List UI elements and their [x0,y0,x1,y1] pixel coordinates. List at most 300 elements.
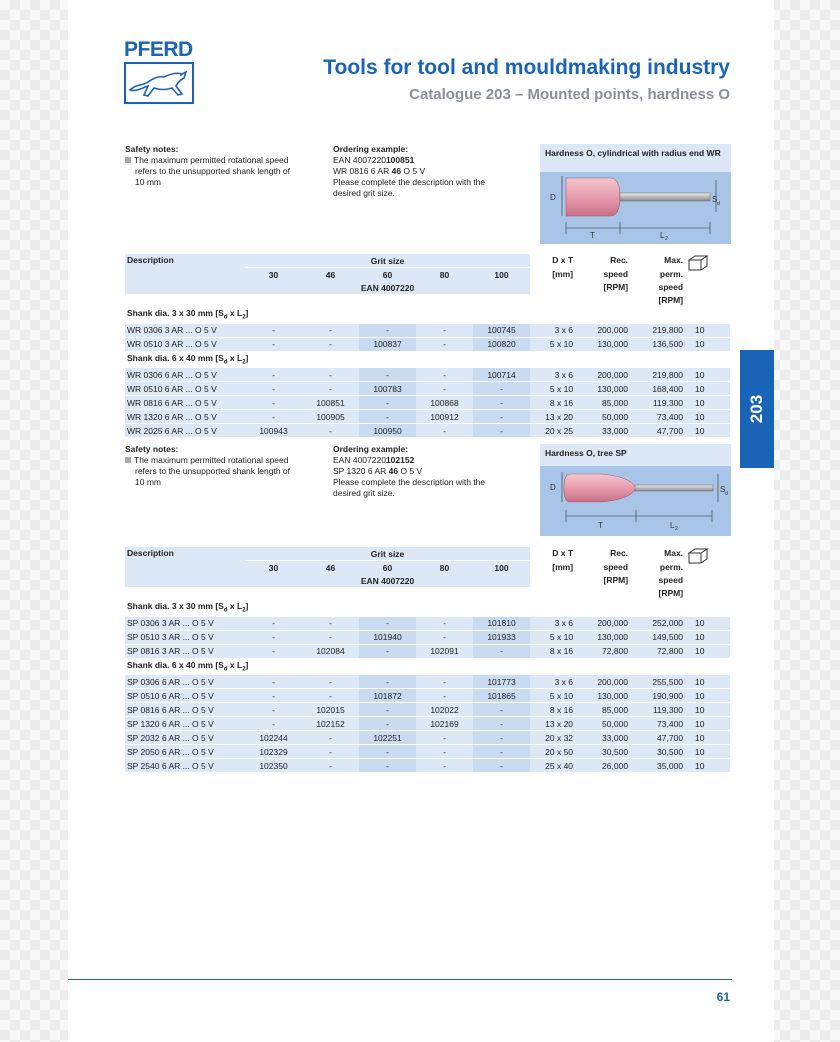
cell-g30: - [245,689,302,703]
safety-note-line: 10 mm [135,177,161,187]
cell-max: 149,500 [630,630,685,644]
cell-qty: 10 [685,717,730,731]
cell-dxt: 8 x 16 [530,396,575,410]
col-rec: Rec. [575,254,630,268]
shank-label-part: d [223,666,228,673]
cell-max: 255,500 [630,675,685,689]
cell-qty: 10 [685,675,730,689]
shank-label-part: Shank dia. 3 x 30 mm [S [127,601,224,611]
cell-g46: - [302,368,359,382]
chapter-tab-label: 203 [747,394,766,424]
shank-label-part: Shank dia. 6 x 40 mm [S [127,352,224,363]
shank-label-part: x L [227,352,243,363]
cell-dxt: 13 x 20 [530,410,575,424]
packing-box-icon [685,254,730,294]
cell-qty: 10 [685,731,730,745]
cell-rec: 200,000 [575,324,630,338]
col-mm: [mm] [530,561,575,575]
table-row [125,324,730,338]
col-grit-60: 60 [359,561,416,575]
shank-label-part: d [223,359,228,366]
col-rec: Rec. [575,547,630,561]
cell-desc: SP 1320 6 AR ... O 5 V [125,717,245,731]
label-s-sub: d [725,491,728,497]
cell-desc: SP 2032 6 AR ... O 5 V [125,731,245,745]
ordering-desc-post: O 5 V [401,166,426,176]
table-row [125,759,730,773]
col-perm: perm. [630,268,685,282]
cell-g100: - [473,745,530,759]
shank-label-part: ] [245,352,249,363]
cell-qty: 10 [685,410,730,424]
cell-g100: - [473,644,530,658]
cylindrical-point-illustration [540,172,731,244]
cell-g80: - [416,424,473,438]
cell-rec: 72,800 [575,644,630,658]
safety-note-line: refers to the unsupported shank length of [135,166,290,176]
cell-g100: 101933 [473,630,530,644]
safety-note-line: The maximum permitted rotational speed [134,455,289,465]
cell-desc: SP 0510 3 AR ... O 5 V [125,630,245,644]
cell-g80: 102091 [416,644,473,658]
cell-max: 136,500 [630,337,685,351]
col-grit-80: 80 [416,561,473,575]
cell-rec: 30,500 [575,745,630,759]
ordering-example-title: Ordering example: [333,144,409,154]
cell-g80: - [416,337,473,351]
shank-group-label [125,351,730,368]
cell-max: 47,700 [630,424,685,438]
shank-group-label [125,600,730,617]
cell-desc: WR 0510 6 AR ... O 5 V [125,382,245,396]
table-row [125,731,730,745]
cell-g100: - [473,382,530,396]
col-ean: EAN 4007220 [245,574,530,587]
cell-g30: - [245,382,302,396]
cell-dxt: 13 x 20 [530,717,575,731]
cell-desc: WR 2025 6 AR ... O 5 V [125,424,245,438]
table-header-row [125,587,730,600]
cell-g60: 101872 [359,689,416,703]
cell-rec: 26,000 [575,759,630,773]
shank-label-part: x L [227,659,243,670]
cell-g100: - [473,424,530,438]
cell-g80: - [416,368,473,382]
cell-g46: 102152 [302,717,359,731]
cell-g60: - [359,410,416,424]
cell-g30: - [245,410,302,424]
cell-desc: SP 0306 3 AR ... O 5 V [125,617,245,631]
table-row [125,382,730,396]
cell-dxt: 5 x 10 [530,689,575,703]
cell-rec: 130,000 [575,382,630,396]
col-rpm: [RPM] [575,281,630,294]
ordering-note-line: Please complete the description with the [333,177,486,187]
col-max-speed: speed [630,281,685,294]
cell-max: 190,900 [630,689,685,703]
ordering-desc-grit: 46 [391,166,402,176]
cell-g80: 102169 [416,717,473,731]
cell-g60: - [359,675,416,689]
label-t: T [598,521,603,530]
col-grit-60: 60 [359,268,416,282]
cell-g46: 100851 [302,396,359,410]
cell-g80: - [416,689,473,703]
cell-g30: - [245,675,302,689]
cell-g30: - [245,703,302,717]
cell-dxt: 5 x 10 [530,382,575,396]
col-perm: perm. [630,561,685,575]
cell-rec: 33,000 [575,731,630,745]
col-grit-46: 46 [302,561,359,575]
col-grit-30: 30 [245,561,302,575]
ordering-ean-number: 100851 [385,155,415,165]
cell-g100: - [473,731,530,745]
cell-g30: - [245,644,302,658]
catalogue-page [68,0,774,1042]
cell-qty: 10 [685,689,730,703]
footer-divider [68,979,732,980]
product-diagram-sp [540,444,731,536]
cell-g80: - [416,630,473,644]
label-l: L [670,521,675,530]
cell-g80: - [416,759,473,773]
cell-g80: 102022 [416,703,473,717]
table-row [125,675,730,689]
cell-g46: - [302,731,359,745]
cell-g46: - [302,617,359,631]
cell-desc: WR 0510 3 AR ... O 5 V [125,337,245,351]
cell-qty: 10 [685,759,730,773]
label-l: L [660,231,665,240]
cell-qty: 10 [685,745,730,759]
cell-rec: 130,000 [575,689,630,703]
cell-g80: - [416,731,473,745]
col-speed: speed [575,561,630,575]
table-header-row [125,547,730,561]
cell-g60: - [359,745,416,759]
cell-g100: - [473,410,530,424]
cell-rec: 85,000 [575,396,630,410]
cell-dxt: 8 x 16 [530,644,575,658]
shank-group-label [125,658,730,675]
cell-desc: SP 2540 6 AR ... O 5 V [125,759,245,773]
cell-g100: 100714 [473,368,530,382]
cell-g100: - [473,717,530,731]
cell-g100: 100745 [473,324,530,338]
cell-qty: 10 [685,424,730,438]
col-max-rpm: [RPM] [630,294,685,307]
bullet-square-icon [125,157,131,163]
safety-notes [125,144,315,188]
cell-g80: 100912 [416,410,473,424]
col-dxt: D x T [530,547,575,561]
cell-g30: - [245,717,302,731]
shank-group-header [125,351,730,368]
table-row [125,745,730,759]
safety-note-line: The maximum permitted rotational speed [134,155,289,165]
col-grit-30: 30 [245,268,302,282]
page-subtitle: Catalogue 203 – Mounted points, hardness O [409,86,730,103]
chapter-tab [740,350,774,468]
cell-desc: SP 0816 3 AR ... O 5 V [125,644,245,658]
cell-g46: - [302,337,359,351]
shank-label-part: Shank dia. 6 x 40 mm [S [127,659,224,670]
page-number: 61 [716,990,730,1004]
ordering-desc-grit: 46 [388,466,399,476]
table-row [125,368,730,382]
table-row [125,396,730,410]
cell-g100: - [473,759,530,773]
cell-qty: 10 [685,644,730,658]
cell-max: 219,800 [630,324,685,338]
cell-g80: - [416,745,473,759]
table-header-row [125,561,730,575]
shank-label-part: Shank dia. 3 x 30 mm [S [127,308,224,318]
col-rpm: [RPM] [575,574,630,587]
ordering-note-line: Please complete the description with the [333,477,486,487]
cell-g46: 100905 [302,410,359,424]
cell-max: 47,700 [630,731,685,745]
cell-dxt: 20 x 32 [530,731,575,745]
cell-max: 72,800 [630,644,685,658]
label-l-sub: 2 [665,236,668,242]
cell-max: 73,400 [630,410,685,424]
cell-desc: SP 0306 6 AR ... O 5 V [125,675,245,689]
shank-label-part: x L [227,308,243,318]
col-grit-100: 100 [473,268,530,282]
cell-dxt: 20 x 25 [530,424,575,438]
cell-dxt: 25 x 40 [530,759,575,773]
table-row [125,410,730,424]
table-row [125,689,730,703]
products-table-sp [125,547,730,773]
cell-rec: 200,000 [575,675,630,689]
cell-g46: - [302,745,359,759]
cell-g46: - [302,689,359,703]
ordering-ean-number: 102152 [385,455,415,465]
cell-g80: 100868 [416,396,473,410]
col-max-rpm: [RPM] [630,587,685,600]
cell-g60: 101940 [359,630,416,644]
table-row [125,703,730,717]
cell-g80: - [416,675,473,689]
cell-g100: 100820 [473,337,530,351]
ordering-example-title: Ordering example: [333,444,409,454]
shank-label-part: ] [245,659,249,670]
cell-dxt: 5 x 10 [530,630,575,644]
cell-max: 119,300 [630,396,685,410]
cell-dxt: 3 x 6 [530,675,575,689]
cell-dxt: 3 x 6 [530,368,575,382]
shank-label-part: x L [227,601,243,611]
cell-g100: 101773 [473,675,530,689]
pferd-logo [124,40,198,104]
cell-g60: - [359,368,416,382]
cell-g60: 100783 [359,382,416,396]
cell-g100: 101865 [473,689,530,703]
cell-g60: 102251 [359,731,416,745]
cell-dxt: 3 x 6 [530,617,575,631]
cell-g30: - [245,617,302,631]
cell-g46: 102084 [302,644,359,658]
label-d: D [550,193,556,202]
col-grit-80: 80 [416,268,473,282]
shank-label-part: ] [245,601,249,611]
label-t: T [590,231,595,240]
cell-g60: - [359,703,416,717]
product-diagram-wr [540,144,731,244]
cell-g60: - [359,644,416,658]
cell-desc: WR 0306 6 AR ... O 5 V [125,368,245,382]
shank-group-header [125,658,730,675]
cell-rec: 200,000 [575,368,630,382]
cell-g30: - [245,396,302,410]
cell-g60: - [359,324,416,338]
cell-g30: 102350 [245,759,302,773]
shank-label-part: d [223,607,228,614]
col-max: Max. [630,547,685,561]
cell-g60: - [359,617,416,631]
cell-qty: 10 [685,382,730,396]
cell-desc: SP 2050 6 AR ... O 5 V [125,745,245,759]
label-l-sub: 2 [675,526,678,532]
cell-desc: SP 0816 6 AR ... O 5 V [125,703,245,717]
cell-qty: 10 [685,630,730,644]
ordering-desc-post: O 5 V [398,466,423,476]
cell-g46: - [302,424,359,438]
col-grit-100: 100 [473,561,530,575]
ordering-note-line: desired grit size. [333,188,395,198]
cell-g46: - [302,675,359,689]
cell-g30: - [245,630,302,644]
cell-g46: - [302,630,359,644]
cell-max: 252,000 [630,617,685,631]
cell-rec: 130,000 [575,337,630,351]
shank-label-part: ] [245,308,249,318]
cell-g60: - [359,717,416,731]
cell-qty: 10 [685,368,730,382]
cell-dxt: 20 x 50 [530,745,575,759]
cell-g30: - [245,324,302,338]
col-max-speed: speed [630,574,685,587]
ordering-example [333,144,523,199]
col-mm: [mm] [530,268,575,282]
cell-g46: - [302,324,359,338]
cell-g46: 102015 [302,703,359,717]
diagram-title: Hardness O, tree SP [545,448,627,458]
cell-qty: 10 [685,324,730,338]
ordering-ean-prefix: EAN 4007220 [333,155,386,165]
cell-qty: 10 [685,703,730,717]
cell-rec: 200,000 [575,617,630,631]
col-grit-46: 46 [302,268,359,282]
shank-label-part: 2 [242,314,246,321]
safety-notes [125,444,315,488]
cell-dxt: 3 x 6 [530,324,575,338]
ordering-note-line: desired grit size. [333,488,395,498]
safety-note-line: refers to the unsupported shank length of [135,466,290,476]
cell-g80: - [416,617,473,631]
cell-g60: - [359,759,416,773]
diagram-title: Hardness O, cylindrical with radius end WR [545,148,721,158]
cell-dxt: 5 x 10 [530,337,575,351]
col-description: Description [125,547,245,561]
cell-rec: 50,000 [575,410,630,424]
label-s: S [712,195,718,204]
tree-point-illustration [540,466,731,536]
safety-notes-title: Safety notes: [125,444,179,454]
ordering-ean-prefix: EAN 4007220 [333,455,386,465]
col-dxt: D x T [530,254,575,268]
table-header-row [125,281,730,294]
cell-g80: - [416,324,473,338]
shank-label-part: 2 [242,607,246,614]
table-header-row [125,268,730,282]
cell-max: 219,800 [630,368,685,382]
cell-qty: 10 [685,617,730,631]
table-row [125,617,730,631]
safety-note-line: 10 mm [135,477,161,487]
cell-max: 30,500 [630,745,685,759]
table-row [125,644,730,658]
label-s: S [720,485,726,494]
cell-desc: WR 0306 3 AR ... O 5 V [125,324,245,338]
ordering-example [333,444,523,499]
table-row [125,337,730,351]
label-s-sub: d [717,201,720,207]
shank-label-part: 2 [242,666,246,673]
shank-label-part: d [223,314,228,321]
cell-rec: 50,000 [575,717,630,731]
horse-icon [124,62,194,104]
shank-label-part: 2 [242,359,246,366]
table-header-row [125,574,730,587]
col-description: Description [125,254,245,268]
label-d: D [550,483,556,492]
col-grit-size: Grit size [245,254,530,268]
cell-desc: WR 1320 6 AR ... O 5 V [125,410,245,424]
cell-dxt: 8 x 16 [530,703,575,717]
shank-group-label [125,307,730,324]
col-ean: EAN 4007220 [245,281,530,294]
cell-max: 168,400 [630,382,685,396]
cell-g30: 100943 [245,424,302,438]
cell-g100: - [473,396,530,410]
products-table-wr [125,254,730,438]
cell-g60: - [359,396,416,410]
cell-desc: SP 0510 6 AR ... O 5 V [125,689,245,703]
table-row [125,424,730,438]
cell-max: 119,300 [630,703,685,717]
cell-max: 35,000 [630,759,685,773]
bullet-square-icon [125,457,131,463]
cell-g30: - [245,337,302,351]
cell-rec: 85,000 [575,703,630,717]
cell-g46: - [302,759,359,773]
shank-group-header [125,600,730,617]
table-header-row [125,294,730,307]
table-header-row [125,254,730,268]
cell-rec: 130,000 [575,630,630,644]
cell-g60: 100950 [359,424,416,438]
table-row [125,630,730,644]
cell-qty: 10 [685,337,730,351]
cell-g30: - [245,368,302,382]
col-speed: speed [575,268,630,282]
cell-rec: 33,000 [575,424,630,438]
cell-g100: - [473,703,530,717]
